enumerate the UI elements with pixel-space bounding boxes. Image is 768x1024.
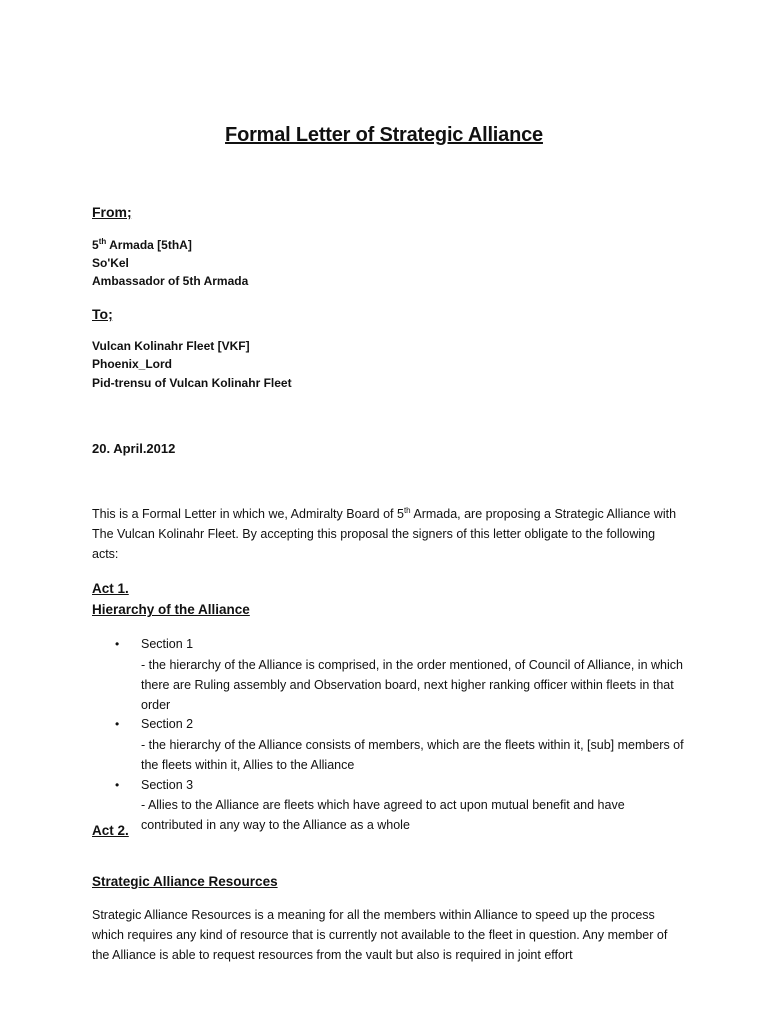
section-3-title: Section 3: [141, 778, 194, 792]
intro-part-2: Armada, are proposing a Strategic Alliance with The Vulcan Kolinahr Fleet. By accepting this proposal the signers of this letter obligate to the following acts:: [92, 507, 677, 561]
section-2-title: Section 2: [141, 717, 194, 731]
from-line-1-sup: th: [98, 237, 107, 246]
section-2-bullet: •: [115, 717, 120, 731]
section-1-text: - the hierarchy of the Alliance is comprised, in the order mentioned, of Council of Alliance, in which there are Ruling assembly and Observation board, next higher ranking officer within fleets in that order: [141, 658, 683, 712]
from-line-1-number: 5: [92, 238, 99, 252]
from-line-3: Ambassador of 5th Armada: [92, 274, 249, 288]
intro-sup: th: [403, 505, 411, 515]
act1-number: Act 1.: [92, 581, 129, 596]
act2-paragraph: Strategic Alliance Resources is a meaning for all the members within Alliance to speed up the process which requires any kind of resource that is currently not available to the fleet in question. Any member of the Alliance is able to request resources from the vault but also is required in joint effort: [92, 908, 668, 962]
section-2-text: - the hierarchy of the Alliance consists of members, which are the fleets within it, [sub] members of the fleets within it, Allies to the Alliance: [141, 738, 684, 772]
act2-title: Strategic Alliance Resources: [92, 874, 278, 889]
to-heading: To;: [92, 306, 113, 322]
letter-title: Formal Letter of Strategic Alliance: [225, 124, 543, 146]
intro-paragraph: [92, 504, 682, 564]
to-line-1: Vulcan Kolinahr Fleet [VKF]: [92, 339, 250, 353]
act2-number: Act 2.: [92, 823, 129, 838]
section-1-bullet: •: [115, 637, 120, 651]
from-line-2: So'Kel: [92, 256, 129, 270]
section-3-bullet: •: [115, 778, 120, 792]
section-3-text: - Allies to the Alliance are fleets which have agreed to act upon mutual benefit and have contributed in any way to the Alliance as a whole: [141, 798, 625, 832]
act1-title: Hierarchy of the Alliance: [92, 602, 250, 617]
to-line-3: Pid-trensu of Vulcan Kolinahr Fleet: [92, 376, 292, 390]
from-line-1-rest: Armada [5thA]: [106, 238, 192, 252]
section-1-title: Section 1: [141, 637, 194, 651]
letter-date: 20. April.2012: [92, 441, 176, 456]
from-heading: From;: [92, 204, 132, 220]
intro-part-1: This is a Formal Letter in which we, Admiralty Board of 5: [92, 507, 404, 521]
to-line-2: Phoenix_Lord: [92, 357, 173, 371]
from-line-1: [92, 238, 192, 252]
